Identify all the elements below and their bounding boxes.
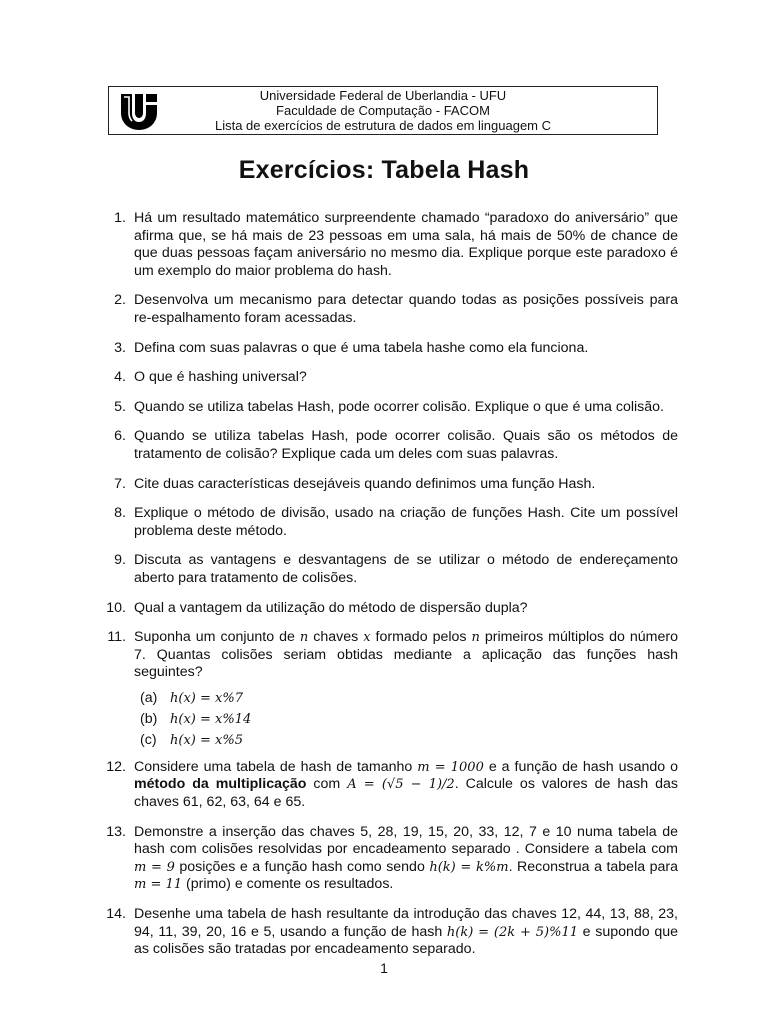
math-hk: h(k) = (2k + 5)%11 — [446, 924, 578, 940]
exercise-text: Desenhe uma tabela de hash resultante da introdução das chaves 12, 44, 13, 88, 23, 94, 11, 39, 20, 16 e 5, usando a função de hash h(k) = (2k + 5)%11 e supondo que as colisões são tratadas por encadeamento separado. — [134, 906, 678, 958]
exercise-text: Qual a vantagem da utilização do método de dispersão dupla? — [134, 599, 528, 616]
course-subtitle: Lista de exercícios de estrutura de dados em linguagem C — [214, 118, 552, 133]
sub-item-label: (c) — [140, 731, 157, 748]
exercise-item — [92, 906, 678, 959]
exercise-number: 14. — [106, 906, 126, 923]
exercise-text: Cite duas características desejáveis quando definimos uma função Hash. — [134, 475, 596, 492]
exercise-item — [92, 340, 678, 358]
math-m9: m = 9 — [134, 859, 175, 875]
exercise-item — [92, 369, 678, 387]
exercise-number: 9. — [114, 552, 126, 569]
exercise-list — [92, 210, 678, 959]
exercise-text: Defina com suas palavras o que é uma tabela hashe como ela funciona. — [134, 339, 589, 356]
exercise-text: Explique o método de divisão, usado na criação de funções Hash. Cite um possível problema deste método. — [134, 505, 678, 539]
math-n: n — [471, 630, 480, 646]
hash-formula: h(x) = x%7 — [170, 690, 243, 706]
sub-item-list — [134, 688, 678, 751]
exercise-number: 10. — [106, 599, 126, 616]
exercise-text: Discuta as vantagens e desvantagens de se utilizar o método de endereçamento aberto para tratamento de colisões. — [134, 552, 678, 586]
bold-term: método da multiplicação — [134, 776, 307, 793]
exercise-number: 7. — [114, 475, 126, 492]
exercise-item — [92, 505, 678, 540]
page-title: Exercícios: Tabela Hash — [238, 156, 530, 184]
exercise-text: Suponha um conjunto de n chaves x formado pelos n primeiros múltiplos do número 7. Quantas colisões seriam obtidas mediante a aplicação das funções hash seguintes? — [134, 629, 678, 681]
faculty-name: Faculdade de Computação - FACOM — [276, 103, 490, 118]
exercise-text: Considere uma tabela de hash de tamanho m = 1000 e a função de hash usando o método da multiplicação com A = (√5 − 1)/2. Calcule os valores de hash das chaves 61, 62, 63, 64 e 65. — [134, 758, 679, 811]
exercise-item — [92, 476, 678, 494]
exercise-item — [92, 210, 678, 280]
exercise-number: 1. — [114, 210, 126, 226]
exercise-number: 5. — [114, 398, 126, 415]
exercise-number: 3. — [114, 339, 126, 356]
exercise-text: Há um resultado matemático surpreendente chamado “paradoxo do aniversário” que afirma que, se há mais de 23 pessoas em uma sala, há mais de 50% de chance de que duas pessoas façam aniversário no mesmo dia. Explique porque este paradoxo é um exemplo do maior problema do hash. — [134, 210, 678, 279]
exercise-text: Desenvolva um mecanismo para detectar quando todas as posições possíveis para re-espalhamento foram acessadas. — [134, 292, 678, 326]
exercise-item — [92, 292, 678, 327]
exercise-number: 4. — [114, 369, 126, 386]
exercise-number: 11. — [107, 629, 126, 646]
exercise-item — [92, 629, 678, 751]
hash-formula: h(x) = x%14 — [170, 711, 252, 727]
sub-item — [140, 730, 678, 751]
math-x: x — [363, 630, 371, 646]
university-name: Universidade Federal de Uberlandia - UFU — [259, 88, 507, 103]
exercise-text: Quando se utiliza tabelas Hash, pode ocorrer colisão. Explique o que é uma colisão. — [134, 398, 664, 415]
exercise-item — [92, 824, 678, 894]
exercise-text: Quando se utiliza tabelas Hash, pode ocorrer colisão. Quais são os métodos de tratamento de colisão? Explique cada um deles com suas palavras. — [134, 428, 678, 462]
exercise-item — [92, 399, 678, 417]
math-m11: m = 11 — [134, 877, 183, 893]
math-n: n — [299, 630, 309, 646]
exercise-item — [92, 759, 678, 812]
sub-item-label: (b) — [140, 710, 158, 727]
math-hk: h(k) = k%m — [429, 859, 509, 875]
exercise-number: 8. — [114, 505, 126, 522]
exercise-item — [92, 552, 678, 587]
exercise-number: 12. — [106, 758, 126, 775]
exercise-item — [92, 600, 678, 618]
page-number: 1 — [380, 960, 388, 976]
sub-item — [140, 709, 678, 730]
exercise-text: Demonstre a inserção das chaves 5, 28, 19, 15, 20, 33, 12, 7 e 10 numa tabela de hash com colisões resolvidas por encadeamento separado . Considere a tabela com m = 9 posições e a função hash como sendo h(k) = k%m. Reconstrua a tabela para m = 11 (primo) e comente os resultados. — [134, 823, 679, 893]
hash-formula: h(x) = x%5 — [170, 732, 243, 748]
math-A: A = (√5 − 1)/2 — [347, 777, 455, 793]
exercise-number: 6. — [114, 428, 126, 445]
header-lines — [109, 87, 657, 133]
exercise-item — [92, 428, 678, 463]
sub-item — [140, 688, 678, 709]
exercise-number: 2. — [114, 292, 126, 309]
exercise-text: O que é hashing universal? — [134, 369, 307, 386]
math-m: m = 1000 — [417, 759, 484, 775]
exercise-number: 13. — [106, 823, 126, 840]
sub-item-label: (a) — [140, 689, 158, 706]
header-box — [108, 86, 658, 135]
